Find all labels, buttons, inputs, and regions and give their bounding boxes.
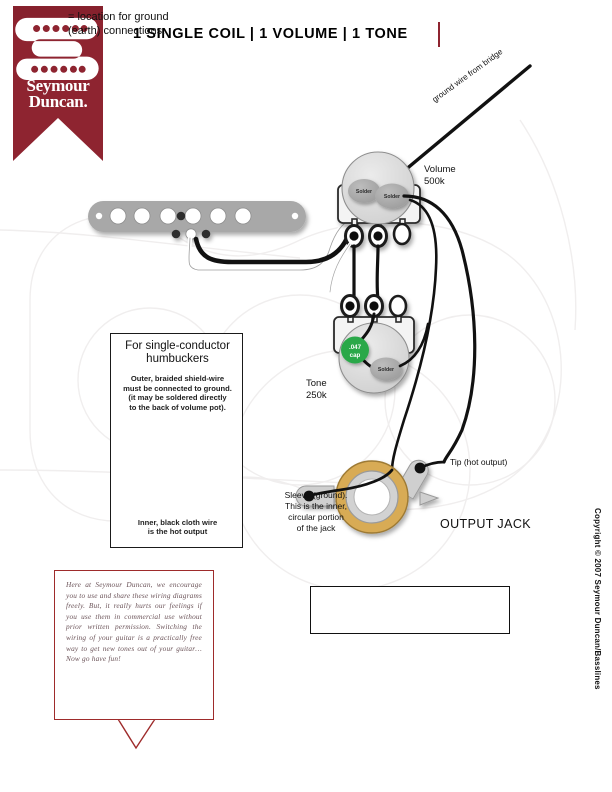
hb-title-line2: humbuckers	[146, 353, 209, 365]
hb-body-line4: to the back of volume pot).	[129, 402, 226, 412]
volume-label-line1: Volume	[424, 164, 456, 175]
jack-tip-label: Tip (hot output)	[450, 457, 508, 467]
brand-name-line2: Duncan.	[28, 92, 88, 111]
humbucker-box-footer	[115, 518, 240, 537]
usage-note-text: Here at Seymour Duncan, we encourage you to use and share these wiring diagrams freely. But, it really hurts our feelings if you use them in commercial use without prior written permission. Switching the wiring of your guitar is a practically free way to get new tones out of your guitar… Now go have fun!	[66, 580, 202, 664]
hb-title-line1: For single-conductor	[125, 340, 230, 352]
ground-legend-box	[310, 586, 510, 634]
sleeve-line4: of the jack	[296, 523, 336, 533]
tone-solder-label: Solder	[377, 367, 395, 373]
cap-value-line1: .047	[348, 344, 362, 351]
sleeve-line3: circular portion	[288, 512, 344, 522]
copyright-notice: Copyright © 2007 Seymour Duncan/Basslines	[593, 508, 602, 690]
humbucker-instruction-box	[110, 333, 243, 548]
volume-solder-left-label: Solder	[355, 189, 373, 195]
page-title: 1 SINGLE COIL | 1 VOLUME | 1 TONE	[133, 26, 408, 42]
hb-body-line1: Outer, braided shield-wire	[130, 374, 225, 383]
volume-pot-label	[424, 164, 456, 188]
sleeve-line2: This is the inner,	[285, 501, 347, 511]
tone-pot-label	[306, 378, 327, 402]
humbucker-box-title	[111, 340, 244, 366]
cap-value-line2: cap	[349, 352, 361, 359]
single-coil-pickup	[88, 201, 306, 239]
tone-capacitor	[341, 337, 369, 364]
hb-body-line2: must be connected to ground.	[123, 383, 232, 393]
brand-name-line1: Seymour	[26, 76, 90, 95]
usage-note-bubble	[54, 570, 214, 720]
volume-label-line2: 500k	[424, 176, 445, 187]
note-bubble-tail	[118, 719, 155, 748]
humbucker-box-body	[115, 374, 240, 412]
jack-sleeve-label	[276, 490, 356, 534]
legend-line2: (earth) connections.	[68, 24, 166, 37]
sleeve-line1: Sleeve (ground).	[284, 490, 348, 500]
hb-foot-line1: Inner, black cloth wire	[137, 517, 218, 527]
ground-legend-text	[68, 11, 169, 38]
output-jack-title: OUTPUT JACK	[440, 517, 531, 531]
hb-foot-line2: is the hot output	[147, 527, 208, 537]
bridge-ground-label: ground wire from bridge	[430, 47, 505, 105]
tone-label-line2: 250k	[306, 390, 327, 401]
volume-solder-right-label: Solder	[383, 194, 401, 200]
legend-line1: = location for ground	[68, 11, 169, 23]
hb-body-line3: (it may be soldered directly	[128, 393, 227, 403]
tone-label-line1: Tone	[306, 378, 327, 389]
